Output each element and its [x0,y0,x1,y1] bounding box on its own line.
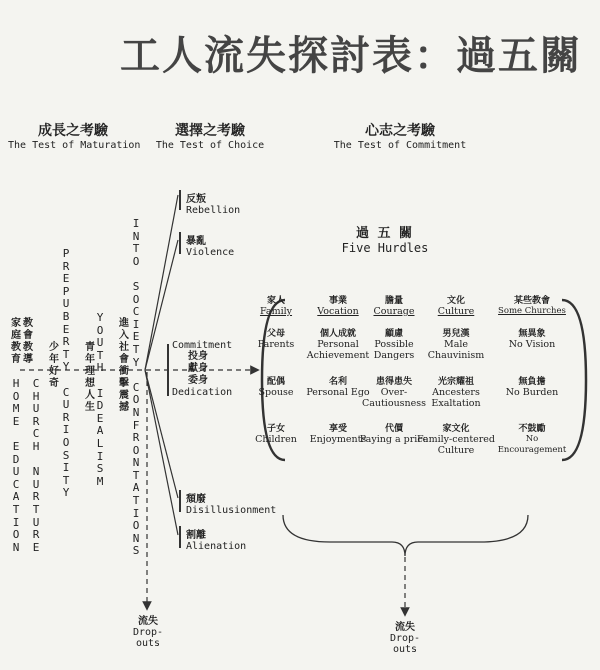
choice-dedication-en: Dedication [172,387,233,398]
hurdle-cell-zh: 男兒漢 [442,329,470,339]
choice-violence-en: Violence [186,247,235,258]
choice-alienation-zh: 割離 [186,530,206,541]
hurdles-title-zh: 過 五 關 [355,226,415,241]
col-society-en: I N T O S O C I E T Y C O N F R O N T A T I O N S [132,217,140,558]
hurdles-title [330,222,440,255]
header-choice-zh: 選擇之考驗 [175,123,245,139]
hurdle-cell-en: No Vision [508,339,556,350]
dropout-left [122,612,174,649]
hurdle-cell-en: Family-centered Culture [416,434,496,456]
hurdle-header-en: Culture [437,306,475,317]
hurdle-cell-zh: 光宗耀祖 [437,377,474,387]
hurdle-header-culture [416,293,496,317]
hurdle-cell-zh: 不鼓勵 [518,424,546,434]
hurdle-cell-en: Possible Dangers [373,339,415,361]
hurdle-cell-zh: 享受 [328,424,347,434]
choice-alienation-en: Alienation [186,541,247,552]
header-maturation-en: The Test of Maturation [8,140,141,151]
hurdle-cell-en: Personal Ego [306,387,370,398]
header-choice-en: The Test of Choice [155,140,265,151]
col-society-zh: 進 入 社 會 衝 擊 震 撼 [119,318,129,413]
page-title: 工人流失探討表：過五關 [120,33,582,79]
hurdle-cell-zh: 無負擔 [518,377,546,387]
hurdle-cell-en: Children [255,434,297,445]
hurdle-cell-en: Male Chauvinism [427,339,485,361]
hurdle-cell [492,326,572,350]
hurdle-cell-zh: 個人成就 [319,329,356,339]
hurdle-cell-en: No Encouragement [497,434,567,455]
col-church-zh: 教 會 教 導 [23,318,33,365]
choice-violence-zh: 暴亂 [186,236,206,247]
choice-rebellion [186,190,240,216]
choice-commitment-en-top: Commitment [172,340,233,351]
hurdle-cell-en: No Burden [505,387,559,398]
hurdle-header-zh: 某些教會 [513,296,550,306]
dropout-left-en: Drop-outs [132,627,164,649]
choice-rebellion-en: Rebellion [186,205,241,216]
dropout-right-en: Drop-outs [389,633,421,655]
header-maturation-zh: 成長之考驗 [38,123,108,139]
hurdle-cell-zh: 父母 [266,329,285,339]
hurdle-cell-zh: 家文化 [442,424,470,434]
hurdle-cell-en: Enjoyments [309,434,367,445]
choice-violence [186,232,234,258]
hurdle-cell [416,421,496,456]
hurdle-cell-en: Spouse [258,387,294,398]
hurdle-cell-zh: 無異象 [518,329,546,339]
col-pre-en: P R E P U B E R T Y C U R I O S I T Y [62,247,70,500]
hurdle-cell-zh: 患得患失 [375,377,412,387]
header-commitment-zh: 心志之考驗 [365,123,435,139]
hurdle-cell [492,374,572,398]
hurdle-header-en: Family [259,306,293,317]
choice-rebellion-zh: 反叛 [186,194,206,205]
col-home-zh: 家 庭 教 育 [11,318,21,365]
hurdle-header-zh: 家人 [266,296,285,306]
hurdles-title-en: Five Hurdles [341,241,429,255]
hurdle-header-en: Vocation [317,306,359,317]
col-youth-en: Y O U T H I D E A L I S M [96,311,104,488]
dropout-right-zh: 流失 [395,622,415,633]
dropout-right [379,618,431,655]
choice-disillusionment-en: Disillusionment [186,505,277,516]
hurdle-header-zh: 事業 [328,296,347,306]
header-commitment-en: The Test of Commitment [333,140,467,151]
hurdle-cell [492,421,572,456]
col-church-en: C H U R C H N U R T U R E [32,377,40,554]
bottom-brace [283,515,528,556]
choice-alienation [186,526,246,552]
col-pre-zh: 少 年 好 奇 [49,342,59,389]
choice-disillusionment [186,490,276,516]
col-youth-zh: 青 年 理 想 人 生 [85,342,95,413]
hurdle-cell-zh: 子女 [266,424,285,434]
hurdle-cell-zh: 代價 [384,424,403,434]
hurdle-cell-en: Personal Achievement [306,339,370,361]
hurdle-header-zh: 文化 [446,296,465,306]
hurdle-cell-en: Ancesters Exaltation [431,387,481,409]
hurdle-cell-en: Paying a price [359,434,429,445]
choice-commitment-zh: 投身 獻身 委身 [188,351,208,386]
hurdle-cell-zh: 配偶 [266,377,285,387]
hurdle-header-some-churches [492,293,572,317]
choice-commitment [172,340,232,398]
col-home-en: H O M E E D U C A T I O N [12,377,20,554]
hurdle-header-en: Courage [373,306,415,317]
hurdle-header-en: Some Churches [498,306,566,316]
hurdle-cell [416,374,496,409]
hurdle-header-zh: 膽量 [384,296,403,306]
hurdle-cell-zh: 顧慮 [384,329,403,339]
dropout-left-zh: 流失 [138,616,158,627]
hurdle-cell-zh: 名利 [328,377,347,387]
hurdle-cell-en: Over-Cautiousness [361,387,427,409]
choice-disillusionment-zh: 頹廢 [186,494,206,505]
hurdle-cell-en: Parents [257,339,295,350]
hurdle-cell [416,326,496,361]
